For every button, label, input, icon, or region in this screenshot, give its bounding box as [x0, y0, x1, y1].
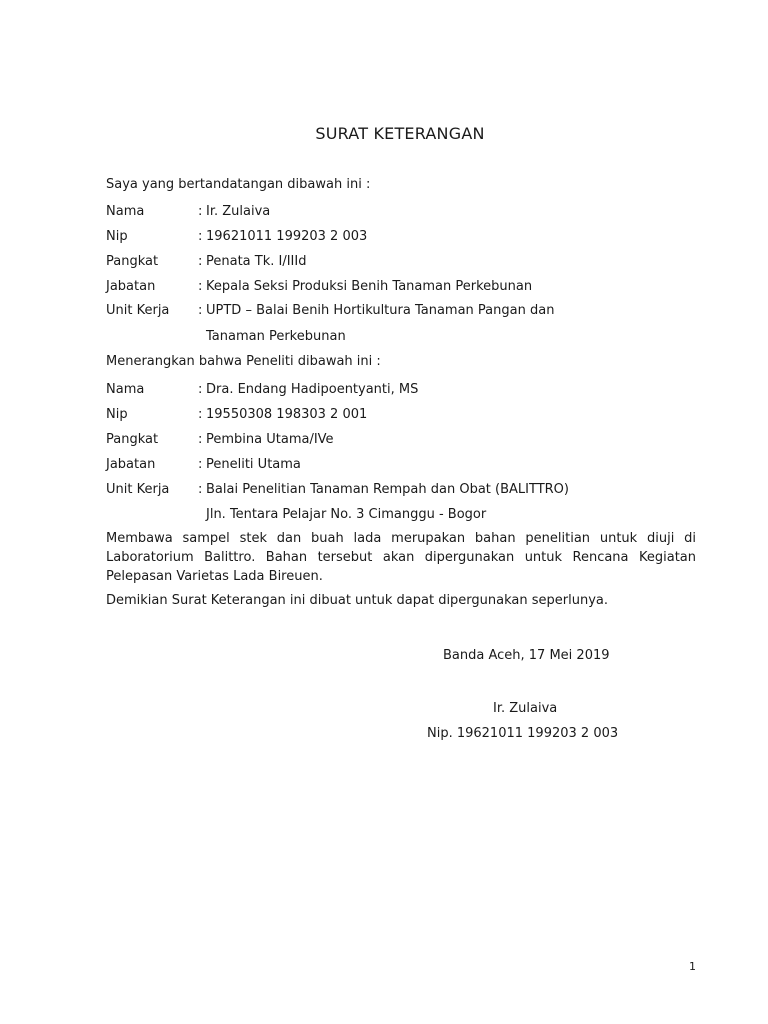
closing-text: Demikian Surat Keterangan ini dibuat untuk dapat dipergunakan seperlunya.	[106, 593, 609, 608]
researcher-unit-continuation: Jln. Tentara Pelajar No. 3 Cimanggu - Bogor	[206, 507, 487, 522]
field-colon: :	[198, 457, 203, 472]
declares-text: Menerangkan bahwa Peneliti dibawah ini :	[106, 354, 381, 369]
signer-unit-continuation: Tanaman Perkebunan	[206, 329, 346, 344]
field-label: Unit Kerja	[106, 482, 170, 497]
field-value: UPTD – Balai Benih Hortikultura Tanaman Pangan dan	[206, 303, 555, 318]
field-value: Ir. Zulaiva	[206, 204, 271, 219]
field-label: Unit Kerja	[106, 303, 170, 318]
intro-text: Saya yang bertandatangan dibawah ini :	[106, 177, 371, 192]
page-number: 1	[689, 960, 696, 973]
field-value: Kepala Seksi Produksi Benih Tanaman Perkebunan	[206, 279, 533, 294]
field-label: Nip	[106, 407, 128, 422]
field-colon: :	[198, 303, 203, 318]
document-title: SURAT KETERANGAN	[315, 124, 485, 143]
field-colon: :	[198, 279, 203, 294]
field-value: Balai Penelitian Tanaman Rempah dan Obat (BALITTRO)	[206, 482, 569, 497]
field-label: Nama	[106, 204, 145, 219]
field-value: 19550308 198303 2 001	[206, 407, 368, 422]
field-colon: :	[198, 254, 203, 269]
field-colon: :	[198, 407, 203, 422]
signature-name: Ir. Zulaiva	[493, 701, 558, 716]
field-value: Penata Tk. I/IIId	[206, 254, 307, 269]
field-label: Jabatan	[106, 279, 156, 294]
field-value: Pembina Utama/IVe	[206, 432, 334, 447]
field-value: Peneliti Utama	[206, 457, 301, 472]
body-paragraph: Membawa sampel stek dan buah lada merupakan bahan penelitian untuk diuji di Laboratorium Balittro. Bahan tersebut akan dipergunakan untuk Rencana Kegiatan Pelepasan Varietas Lada Bireuen.	[106, 531, 696, 584]
field-label: Jabatan	[106, 457, 156, 472]
field-value: 19621011 199203 2 003	[206, 229, 368, 244]
field-colon: :	[198, 482, 203, 497]
field-label: Nip	[106, 229, 128, 244]
field-colon: :	[198, 432, 203, 447]
field-value: Dra. Endang Hadipoentyanti, MS	[206, 382, 419, 397]
place-date: Banda Aceh, 17 Mei 2019	[443, 648, 610, 663]
field-label: Pangkat	[106, 432, 159, 447]
field-label: Pangkat	[106, 254, 159, 269]
field-colon: :	[198, 204, 203, 219]
field-label: Nama	[106, 382, 145, 397]
signature-nip: Nip. 19621011 199203 2 003	[427, 726, 619, 741]
field-colon: :	[198, 229, 203, 244]
field-colon: :	[198, 382, 203, 397]
